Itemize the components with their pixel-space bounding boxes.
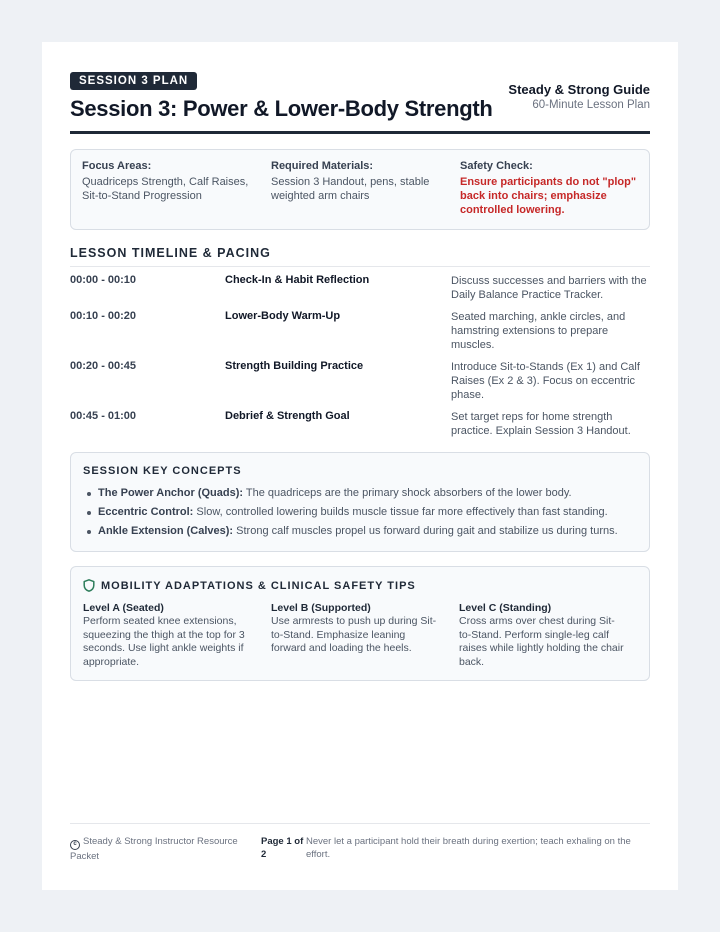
level-title: Level C (Standing) — [459, 602, 552, 614]
required-materials — [271, 160, 451, 203]
timeline-description: Introduce Sit-to-Stands (Ex 1) and Calf Raises (Ex 2 & 3). Focus on eccentric phase. — [451, 361, 640, 401]
footer-resource-text: Steady & Strong Instructor Resource Packet — [70, 836, 238, 862]
timeline-description: Set target reps for home strength practice. Explain Session 3 Handout. — [451, 411, 631, 437]
timeline-description: Seated marching, ankle circles, and hamstring extensions to prepare muscles. — [451, 311, 626, 351]
session-badge: SESSION 3 PLAN — [70, 72, 197, 90]
list-item — [83, 503, 637, 522]
safety-label: Safety Check: — [460, 160, 533, 172]
list-item — [83, 522, 637, 541]
concept-term: Eccentric Control: — [98, 506, 194, 518]
guide-subtitle: 60-Minute Lesson Plan — [532, 99, 650, 111]
guide-name: Steady & Strong Guide — [508, 82, 650, 97]
concept-text: Slow, controlled lowering builds muscle tissue far more effectively than fast standing. — [193, 506, 608, 518]
timeline-row — [70, 360, 650, 402]
level-text: Cross arms over chest during Sit-to-Stand. Perform single-leg calf raises while lightly holding the chair back. — [459, 615, 624, 668]
shield-icon — [83, 579, 95, 592]
mobility-heading: MOBILITY ADAPTATIONS & CLINICAL SAFETY TIPS — [101, 579, 416, 592]
lesson-plan-page — [42, 42, 678, 890]
concept-term: The Power Anchor (Quads): — [98, 487, 244, 499]
lesson-timeline — [70, 274, 650, 438]
footer-resource — [70, 835, 250, 863]
page-title: Session 3: Power & Lower-Body Strength — [70, 96, 493, 121]
level-b-column — [271, 602, 439, 656]
focus-areas-label: Focus Areas: — [82, 160, 152, 172]
level-text: Use armrests to push up during Sit-to-Stand. Emphasize leaning forward and loading the heels. — [271, 615, 437, 654]
level-c-column — [459, 602, 627, 669]
timeline-activity: Lower-Body Warm-Up — [225, 310, 341, 322]
mobility-heading-row — [83, 579, 637, 592]
session-info-box — [70, 149, 650, 230]
timeline-time: 00:10 - 00:20 — [70, 310, 137, 322]
timeline-heading: LESSON TIMELINE & PACING — [70, 246, 650, 267]
timeline-row — [70, 410, 650, 438]
concept-text: The quadriceps are the primary shock absorbers of the lower body. — [243, 487, 572, 499]
timeline-time: 00:45 - 01:00 — [70, 410, 137, 422]
page-header — [70, 72, 650, 134]
level-title: Level A (Seated) — [83, 602, 164, 614]
mobility-adaptations-box — [70, 566, 650, 681]
timeline-activity: Debrief & Strength Goal — [225, 410, 350, 422]
timeline-time: 00:00 - 00:10 — [70, 274, 137, 286]
footer-tip: Never let a participant hold their breath during exertion; teach exhaling on the effort. — [306, 836, 631, 860]
focus-areas — [82, 160, 262, 203]
key-concepts-heading: SESSION KEY CONCEPTS — [83, 465, 242, 477]
focus-areas-text: Quadriceps Strength, Calf Raises, Sit-to-Stand Progression — [82, 176, 249, 202]
timeline-activity: Strength Building Practice — [225, 360, 364, 372]
level-a-column — [83, 602, 251, 669]
level-title: Level B (Supported) — [271, 602, 371, 614]
list-item — [83, 484, 637, 503]
timeline-time: 00:20 - 00:45 — [70, 360, 137, 372]
safety-check — [460, 160, 640, 217]
timeline-row — [70, 310, 650, 352]
safety-warning-text: Ensure participants do not "plop" back into chairs; emphasize controlled lowering. — [460, 176, 637, 216]
materials-text: Session 3 Handout, pens, stable weighted arm chairs — [271, 176, 430, 202]
timeline-activity: Check-In & Habit Reflection — [225, 274, 370, 286]
key-concepts-box — [70, 452, 650, 552]
page-footer — [70, 823, 650, 863]
concept-term: Ankle Extension (Calves): — [98, 525, 234, 537]
guide-info — [508, 82, 650, 111]
materials-label: Required Materials: — [271, 160, 374, 172]
page-number: Page 1 of 2 — [261, 836, 304, 860]
timeline-description: Discuss successes and barriers with the Daily Balance Practice Tracker. — [451, 275, 647, 301]
level-text: Perform seated knee extensions, squeezing the thigh at the top for 3 seconds. Use light ankle weights if appropriate. — [83, 615, 245, 668]
key-concepts-list — [83, 484, 637, 541]
copyright-icon: c — [70, 840, 80, 850]
concept-text: Strong calf muscles propel us forward during gait and stabilize us during turns. — [233, 525, 618, 537]
timeline-row — [70, 274, 650, 302]
